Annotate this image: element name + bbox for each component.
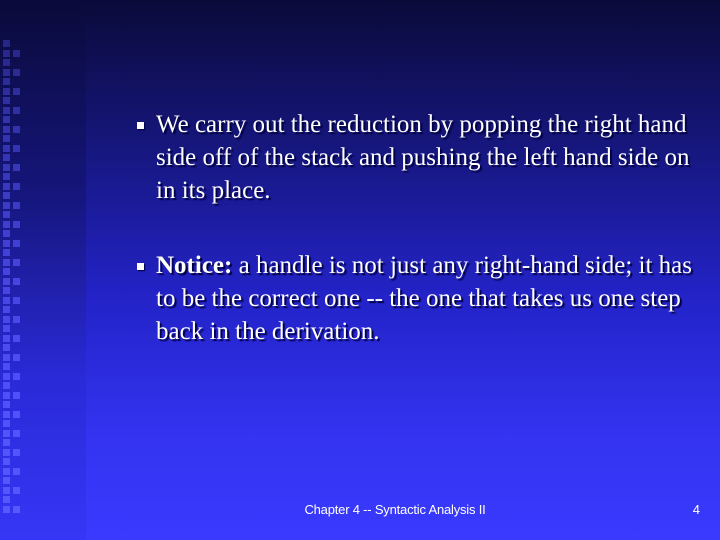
decorative-square bbox=[13, 69, 20, 76]
decorative-square bbox=[3, 211, 10, 218]
left-decorative-strip bbox=[0, 0, 86, 540]
decorative-square bbox=[13, 335, 20, 342]
bullet-2-body: a handle is not just any right-hand side; it has to be the correct one -- the one that takes us one step back in the derivation. bbox=[156, 252, 692, 345]
decorative-square bbox=[3, 458, 10, 465]
decorative-square bbox=[3, 439, 10, 446]
decorative-square bbox=[3, 268, 10, 275]
decorative-square bbox=[13, 183, 20, 190]
decorative-square bbox=[3, 449, 10, 456]
decorative-square bbox=[3, 306, 10, 313]
decorative-square bbox=[13, 107, 20, 114]
bullet-1-text bbox=[156, 108, 701, 207]
bullet-2-lead: Notice: bbox=[156, 252, 233, 279]
decorative-square bbox=[3, 173, 10, 180]
decorative-square bbox=[3, 107, 10, 114]
decorative-square bbox=[3, 430, 10, 437]
decorative-square bbox=[3, 506, 10, 513]
decorative-square bbox=[3, 401, 10, 408]
decorative-square bbox=[3, 411, 10, 418]
bullet-2-marker-icon bbox=[137, 263, 144, 270]
decorative-square bbox=[13, 373, 20, 380]
decorative-square bbox=[3, 78, 10, 85]
decorative-square bbox=[3, 192, 10, 199]
decorative-square bbox=[3, 363, 10, 370]
decorative-square bbox=[3, 316, 10, 323]
footer-title: Chapter 4 -- Syntactic Analysis II bbox=[304, 502, 486, 517]
decorative-square bbox=[13, 221, 20, 228]
page-number: 4 bbox=[692, 502, 700, 517]
decorative-square bbox=[3, 116, 10, 123]
decorative-square bbox=[13, 164, 20, 171]
decorative-square bbox=[13, 392, 20, 399]
decorative-square bbox=[13, 88, 20, 95]
decorative-square bbox=[13, 411, 20, 418]
decorative-square bbox=[13, 487, 20, 494]
decorative-square bbox=[3, 135, 10, 142]
decorative-square bbox=[13, 468, 20, 475]
decorative-square bbox=[3, 59, 10, 66]
decorative-squares bbox=[3, 40, 23, 540]
decorative-square bbox=[13, 316, 20, 323]
decorative-square bbox=[3, 468, 10, 475]
decorative-square bbox=[3, 297, 10, 304]
decorative-square bbox=[3, 477, 10, 484]
decorative-square bbox=[13, 430, 20, 437]
decorative-square bbox=[13, 278, 20, 285]
decorative-square bbox=[3, 202, 10, 209]
decorative-square bbox=[3, 88, 10, 95]
decorative-square bbox=[3, 373, 10, 380]
decorative-square bbox=[3, 420, 10, 427]
decorative-square bbox=[3, 249, 10, 256]
decorative-square bbox=[3, 259, 10, 266]
decorative-square bbox=[3, 354, 10, 361]
decorative-square bbox=[3, 221, 10, 228]
decorative-square bbox=[13, 50, 20, 57]
decorative-square bbox=[3, 183, 10, 190]
decorative-square bbox=[3, 278, 10, 285]
decorative-square bbox=[13, 240, 20, 247]
decorative-square bbox=[13, 449, 20, 456]
decorative-square bbox=[3, 487, 10, 494]
decorative-square bbox=[3, 335, 10, 342]
decorative-square bbox=[3, 69, 10, 76]
decorative-square bbox=[3, 325, 10, 332]
decorative-square bbox=[3, 344, 10, 351]
bullet-2-text bbox=[156, 249, 701, 348]
decorative-square bbox=[3, 145, 10, 152]
decorative-square bbox=[13, 126, 20, 133]
decorative-square bbox=[3, 126, 10, 133]
decorative-square bbox=[3, 97, 10, 104]
decorative-square bbox=[13, 145, 20, 152]
decorative-square bbox=[3, 50, 10, 57]
decorative-square bbox=[3, 382, 10, 389]
decorative-square bbox=[3, 40, 10, 47]
bullet-1-marker-icon bbox=[137, 122, 144, 129]
decorative-square bbox=[13, 354, 20, 361]
decorative-square bbox=[13, 202, 20, 209]
decorative-square bbox=[3, 240, 10, 247]
bullet-1-body: We carry out the reduction by popping the right hand side off of the stack and pushing the left hand side on in its place. bbox=[156, 111, 690, 204]
decorative-square bbox=[3, 392, 10, 399]
decorative-square bbox=[3, 287, 10, 294]
decorative-square bbox=[3, 230, 10, 237]
decorative-square bbox=[13, 297, 20, 304]
decorative-square bbox=[3, 164, 10, 171]
decorative-square bbox=[13, 259, 20, 266]
decorative-square bbox=[13, 506, 20, 513]
decorative-square bbox=[3, 496, 10, 503]
decorative-square bbox=[3, 154, 10, 161]
